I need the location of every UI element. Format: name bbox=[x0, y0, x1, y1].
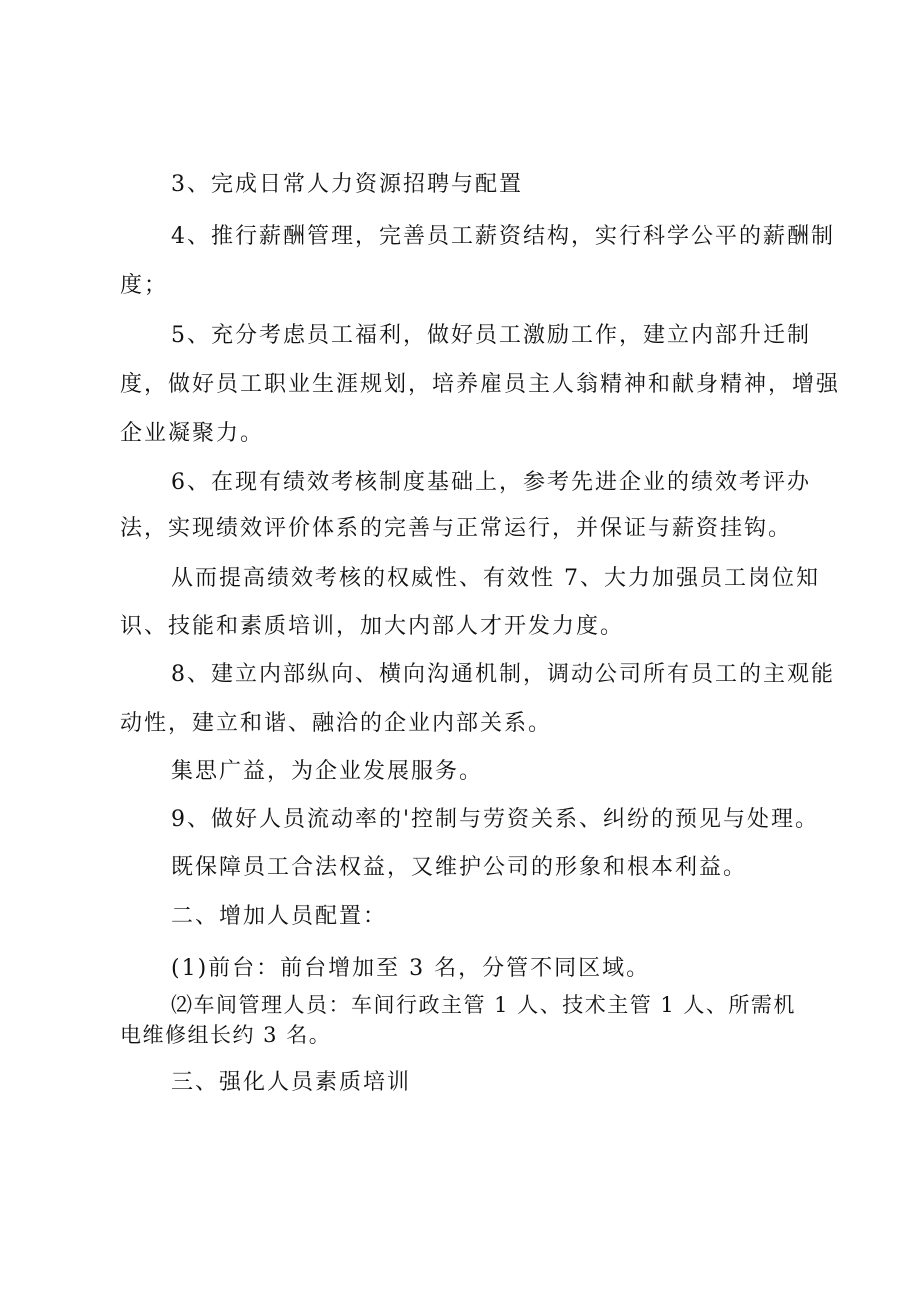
line-item9: 9、做好人员流动率的'控制与劳资关系、纠纷的预见与处理。 bbox=[171, 807, 820, 832]
line-item7: 从而提高绩效考核的权威性、有效性 7、大力加强员工岗位知 bbox=[171, 566, 820, 591]
section-heading-staffing: 二、增加人员配置： bbox=[171, 904, 388, 929]
section-heading-training: 三、强化人员素质培训 bbox=[171, 1070, 412, 1095]
line-item6-cont: 法，实现绩效评价体系的完善与正常运行，并保证与薪资挂钩。 bbox=[120, 516, 793, 541]
line-staff-1: (1)前台：前台增加至 3 名，分管不同区域。 bbox=[171, 956, 651, 981]
line-item8-summary: 集思广益，为企业发展服务。 bbox=[171, 759, 484, 784]
line-item8: 8、建立内部纵向、横向沟通机制，调动公司所有员工的主观能 bbox=[171, 662, 835, 687]
line-item5: 5、充分考虑员工福利，做好员工激励工作，建立内部升迁制 bbox=[171, 323, 811, 348]
line-item8-cont: 动性，建立和谐、融洽的企业内部关系。 bbox=[120, 711, 553, 736]
line-staff-2-cont: 电维修组长约 3 名。 bbox=[120, 1023, 332, 1047]
line-item6: 6、在现有绩效考核制度基础上，参考先进企业的绩效考评办 bbox=[171, 470, 811, 495]
line-item4: 4、推行薪酬管理，完善员工薪资结构，实行科学公平的薪酬制 bbox=[171, 224, 835, 249]
line-item3: 3、完成日常人力资源招聘与配置 bbox=[171, 172, 523, 197]
line-item5-cont1: 度，做好员工职业生涯规划，培养雇员主人翁精神和献身精神，增强 bbox=[120, 372, 841, 397]
line-staff-2: ⑵车间管理人员：车间行政主管 1 人、技术主管 1 人、所需机 bbox=[171, 993, 796, 1017]
line-item9-summary: 既保障员工合法权益，又维护公司的形象和根本利益。 bbox=[171, 855, 748, 880]
line-item7-cont: 识、技能和素质培训，加大内部人才开发力度。 bbox=[120, 614, 625, 639]
line-item4-cont: 度； bbox=[120, 273, 169, 298]
line-item5-cont2: 企业凝聚力。 bbox=[120, 421, 265, 446]
